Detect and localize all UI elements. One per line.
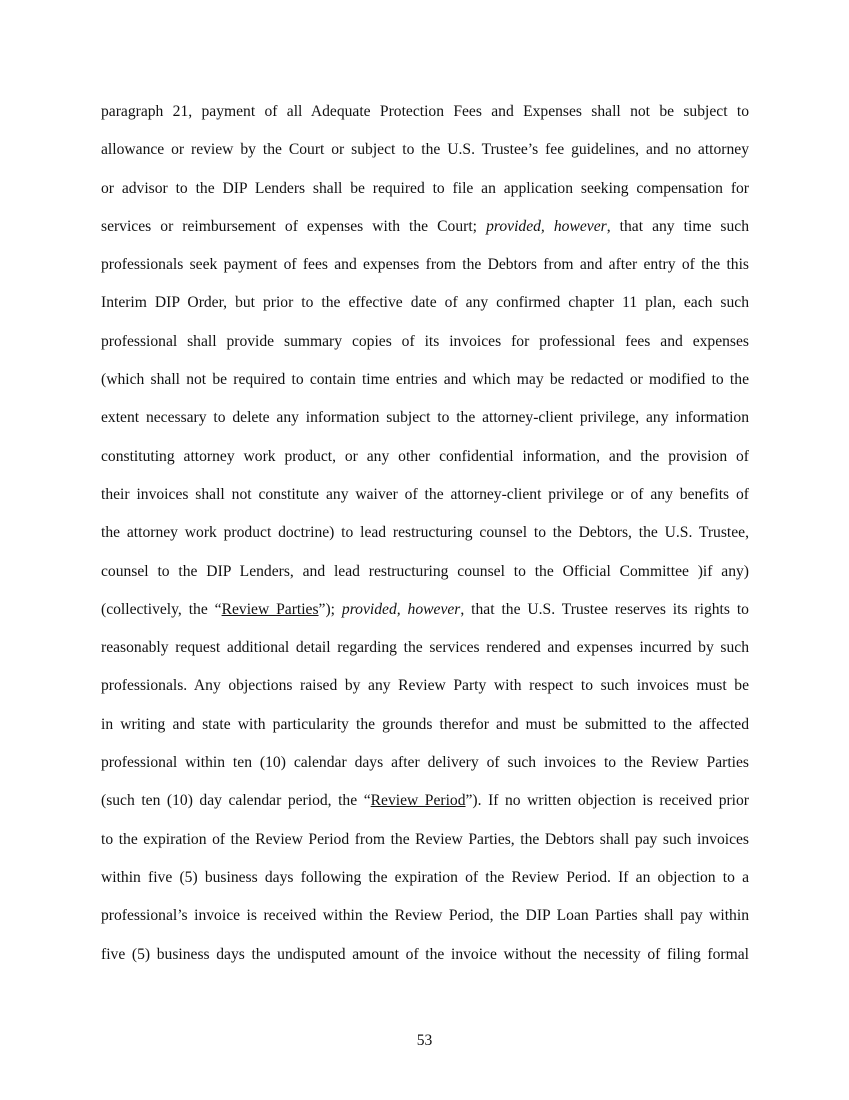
text-segment: the attorney work product doctrine) to lead restructuring counsel to the Debtors, the U.S. Trustee,	[101, 524, 749, 542]
emphasis-text: provided, however	[486, 217, 607, 235]
text-line	[101, 367, 749, 405]
text-segment: professional within ten (10) calendar days after delivery of such invoices to the Review Parties	[101, 754, 749, 772]
text-segment: constituting attorney work product, or any other confidential information, and the provision of	[101, 447, 749, 465]
text-line	[101, 290, 749, 328]
text-segment: paragraph 21, payment of all Adequate Protection Fees and Expenses shall not be subject to	[101, 103, 749, 120]
text-segment: five (5) business days the undisputed amount of the invoice without the necessity of filing formal	[101, 945, 749, 963]
text-line	[101, 405, 749, 443]
text-segment: in writing and state with particularity the grounds therefor and must be submitted to the affected	[101, 715, 749, 733]
text-segment: (collectively, the “	[101, 600, 222, 618]
text-segment: (which shall not be required to contain time entries and which may be redacted or modified to the	[101, 371, 749, 389]
text-segment: ”). If no written objection is received prior	[465, 792, 750, 810]
text-segment: professional’s invoice is received within the Review Period, the DIP Loan Parties shall pay within	[101, 907, 749, 925]
text-segment: professional shall provide summary copies of its invoices for professional fees and expenses	[101, 332, 749, 350]
text-segment: or advisor to the DIP Lenders shall be required to file an application seeking compensation for	[101, 179, 749, 197]
text-line	[101, 712, 749, 750]
body-paragraph	[101, 99, 749, 980]
emphasis-text: provided, however	[341, 600, 461, 618]
text-line	[101, 750, 749, 788]
text-line	[101, 214, 749, 252]
text-segment: (such ten (10) day calendar period, the “	[101, 792, 371, 810]
text-segment: , that any time such	[606, 217, 749, 235]
text-segment: Interim DIP Order, but prior to the effective date of any confirmed chapter 11 plan, each such	[101, 294, 749, 312]
text-segment: extent necessary to delete any information subject to the attorney-client privilege, any information	[101, 409, 749, 427]
text-line	[101, 520, 749, 558]
text-segment: their invoices shall not constitute any waiver of the attorney-client privilege or of any benefits of	[101, 485, 749, 503]
text-line	[101, 559, 749, 597]
text-line	[101, 252, 749, 290]
text-segment: ”);	[318, 600, 342, 618]
text-line	[101, 903, 749, 941]
text-line	[101, 827, 749, 865]
text-segment: professionals seek payment of fees and expenses from the Debtors from and after entry of the this	[101, 256, 749, 274]
text-line	[101, 137, 749, 175]
text-line	[101, 99, 749, 137]
text-segment: reasonably request additional detail regarding the services rendered and expenses incurred by such	[101, 639, 749, 657]
text-segment: counsel to the DIP Lenders, and lead restructuring counsel to the Official Committee )if any)	[101, 562, 749, 580]
text-line	[101, 673, 749, 711]
text-line	[101, 329, 749, 367]
text-segment: allowance or review by the Court or subject to the U.S. Trustee’s fee guidelines, and no attorney	[101, 141, 749, 159]
text-line	[101, 635, 749, 673]
text-segment: within five (5) business days following the expiration of the Review Period. If an objection to a	[101, 868, 749, 886]
text-segment: , that the U.S. Trustee reserves its rights to	[460, 600, 749, 618]
text-line	[101, 444, 749, 482]
text-line	[101, 788, 749, 826]
text-line	[101, 865, 749, 903]
text-segment: services or reimbursement of expenses with the Court;	[101, 217, 487, 235]
text-segment: professionals. Any objections raised by any Review Party with respect to such invoices must be	[101, 677, 749, 695]
text-line	[101, 482, 749, 520]
defined-term: Review Parties	[221, 600, 319, 618]
text-line	[101, 942, 749, 980]
text-segment: to the expiration of the Review Period from the Review Parties, the Debtors shall pay such invoices	[101, 830, 749, 848]
text-line	[101, 176, 749, 214]
text-line	[101, 597, 749, 635]
defined-term: Review Period	[370, 792, 466, 810]
page-number: 53	[416, 1032, 433, 1049]
